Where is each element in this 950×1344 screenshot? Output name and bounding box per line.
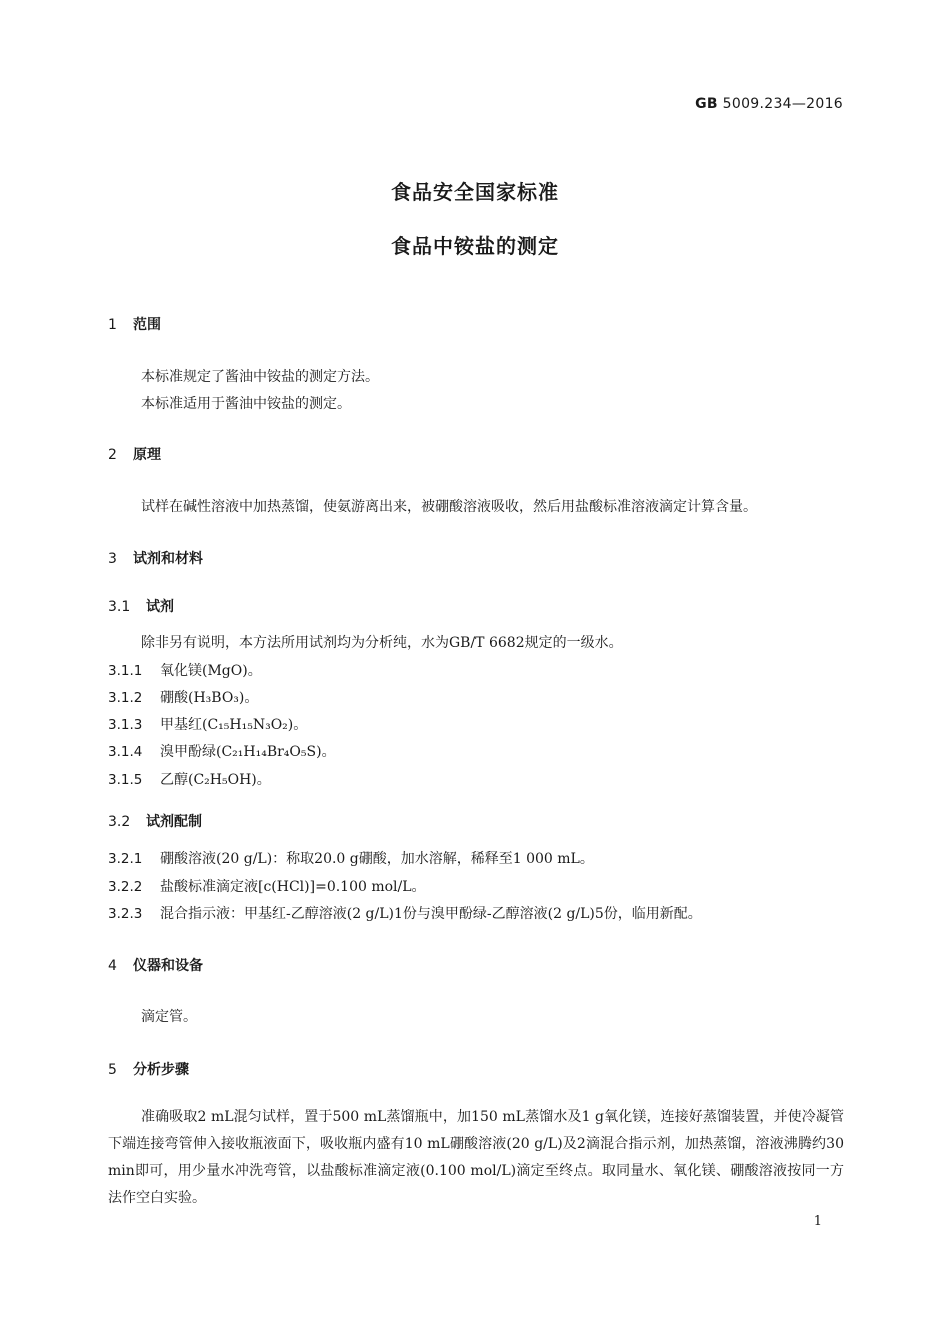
item-text: 溴甲酚绿(C₂₁H₁₄Br₄O₅S)。 xyxy=(160,744,336,760)
list-item xyxy=(108,741,336,761)
item-text: 硼酸(H₃BO₃)。 xyxy=(160,690,259,706)
section-2-heading xyxy=(108,444,161,464)
item-text: 乙醇(C₂H₅OH)。 xyxy=(160,772,271,788)
section-number: 5 xyxy=(108,1062,117,1078)
document-subtitle: 食品中铵盐的测定 xyxy=(391,234,559,258)
item-number: 3.1.1 xyxy=(108,663,143,679)
list-item xyxy=(108,848,594,868)
section-5-paragraph: 准确吸取2 mL混匀试样，置于500 mL蒸馏瓶中，加150 mL蒸馏水及1 g氧化镁，连接好蒸馏装置，并使冷凝管下端连接弯管伸入接收瓶液面下，吸收瓶内盛有10 mL硼酸溶液(20 g/L)及2滴混合指示剂，加热蒸馏，溶液沸腾约30 min即可，用少量水冲洗弯管，以盐酸标准滴定液(0.100 mol/L)滴定至终点。取同量水、氧化镁、硼酸溶液按同一方法作空白实验。 xyxy=(108,1109,844,1206)
list-item xyxy=(108,769,271,789)
subsection-title: 试剂配制 xyxy=(146,814,202,830)
section-4-paragraph: 滴定管。 xyxy=(141,1009,197,1025)
standard-number: 5009.234—2016 xyxy=(722,96,843,112)
item-number: 3.2.2 xyxy=(108,879,143,895)
list-item xyxy=(108,714,307,734)
page-number: 1 xyxy=(813,1214,822,1229)
reagents-intro: 除非另有说明，本方法所用试剂均为分析纯，水为GB/T 6682规定的一级水。 xyxy=(141,635,623,651)
item-text: 甲基红(C₁₅H₁₅N₃O₂)。 xyxy=(160,717,308,733)
subsection-number: 3.2 xyxy=(108,814,131,830)
document-title: 食品安全国家标准 xyxy=(391,180,559,204)
item-number: 3.2.1 xyxy=(108,851,143,867)
subsection-number: 3.1 xyxy=(108,599,131,615)
section-title: 分析步骤 xyxy=(133,1062,189,1078)
subsection-title: 试剂 xyxy=(146,599,174,615)
section-1-paragraph-1: 本标准规定了酱油中铵盐的测定方法。 xyxy=(141,369,379,385)
item-number: 3.2.3 xyxy=(108,906,143,922)
standard-prefix: GB xyxy=(695,96,718,112)
section-number: 3 xyxy=(108,551,117,567)
section-1-heading xyxy=(108,314,161,334)
list-item xyxy=(108,876,426,896)
item-text: 氧化镁(MgO)。 xyxy=(160,663,262,679)
section-title: 范围 xyxy=(133,317,161,333)
section-title: 原理 xyxy=(133,447,161,463)
item-text: 盐酸标准滴定液[c(HCl)]=0.100 mol/L。 xyxy=(160,879,426,895)
item-number: 3.1.3 xyxy=(108,717,143,733)
item-number: 3.1.2 xyxy=(108,690,143,706)
section-5-heading xyxy=(108,1059,189,1079)
standard-code xyxy=(695,96,843,112)
section-4-heading xyxy=(108,955,203,975)
section-3-heading xyxy=(108,548,203,568)
subsection-3-1-heading xyxy=(108,596,174,616)
item-text: 硼酸溶液(20 g/L)：称取20.0 g硼酸，加水溶解，稀释至1 000 mL。 xyxy=(160,851,594,867)
section-1-paragraph-2: 本标准适用于酱油中铵盐的测定。 xyxy=(141,396,351,412)
item-number: 3.1.5 xyxy=(108,772,143,788)
item-text: 混合指示液：甲基红-乙醇溶液(2 g/L)1份与溴甲酚绿-乙醇溶液(2 g/L)5份，临用新配。 xyxy=(160,906,702,922)
list-item xyxy=(108,687,258,707)
list-item xyxy=(108,903,702,923)
section-title: 仪器和设备 xyxy=(133,958,203,974)
subsection-3-2-heading xyxy=(108,811,202,831)
section-number: 1 xyxy=(108,317,117,333)
section-number: 2 xyxy=(108,447,117,463)
section-2-paragraph: 试样在碱性溶液中加热蒸馏，使氨游离出来，被硼酸溶液吸收，然后用盐酸标准溶液滴定计算含量。 xyxy=(141,499,757,515)
section-number: 4 xyxy=(108,958,117,974)
item-number: 3.1.4 xyxy=(108,744,143,760)
list-item xyxy=(108,660,262,680)
section-title: 试剂和材料 xyxy=(133,551,203,567)
